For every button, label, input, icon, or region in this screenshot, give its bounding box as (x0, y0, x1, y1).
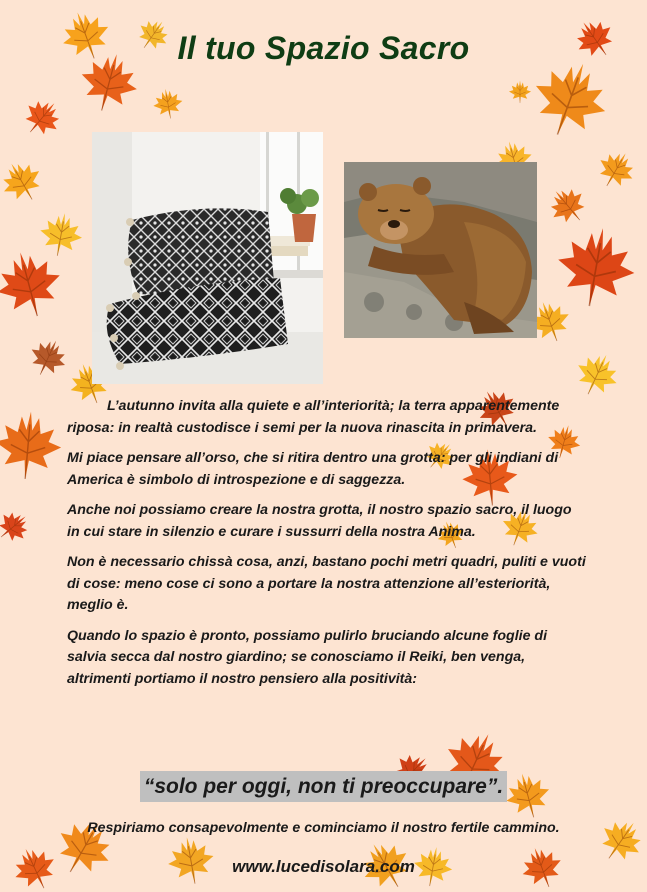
maple-leaf-icon (548, 186, 588, 226)
maple-leaf-icon (508, 80, 532, 104)
highlighted-quote: “solo per oggi, non ti preoccupare”. (140, 771, 507, 802)
paragraph: Mi piace pensare all’orso, che si ritira dentro una grotta: per gli indiani di America è simbolo di introspezione e di saggezza. (67, 450, 559, 488)
maple-leaf-icon (530, 60, 610, 140)
maple-leaf-icon (0, 250, 64, 320)
quote-container (0, 771, 647, 802)
paragraph: Non è necessario chissà cosa, anzi, bastano pochi metri quadri, puliti e vuoti di cose: meno cose ci sono a portare la nostra attenzione all’esteriorità, meglio è. (67, 554, 586, 613)
article-body (67, 396, 587, 699)
maple-leaf-icon (0, 160, 44, 204)
paragraph: Anche noi possiamo creare la nostra grotta, il nostro spazio sacro, il luogo in cui stare in silenzio e curare i sussurri della nostra Anima. (67, 502, 572, 540)
maple-leaf-icon (28, 338, 68, 378)
maple-leaf-icon (0, 510, 30, 544)
maple-leaf-icon (574, 352, 620, 398)
maple-leaf-icon (22, 98, 62, 138)
page-title: Il tuo Spazio Sacro (177, 30, 470, 66)
bear-photo (344, 162, 537, 338)
pillows-photo (92, 132, 323, 384)
maple-leaf-icon (596, 150, 636, 190)
website-link[interactable]: www.lucedisolara.com (232, 857, 415, 876)
paragraph: L’autunno invita alla quiete e all’interiorità; la terra apparentemente riposa: in realtà custodisce i semi per la nuova rinascita in primavera. (67, 398, 560, 436)
closing-line: Respiriamo consapevolmente e cominciamo il nostro fertile cammino. (87, 820, 560, 836)
paragraph: Quando lo spazio è pronto, possiamo pulirlo bruciando alcune foglie di salvia secca dal nostro giardino; se conosciamo il Reiki, ben venga, altrimenti portiamo il nostro pensiero alla positività: (67, 627, 548, 687)
maple-leaf-icon (554, 226, 638, 310)
maple-leaf-icon (0, 410, 64, 482)
maple-leaf-icon (152, 88, 184, 120)
